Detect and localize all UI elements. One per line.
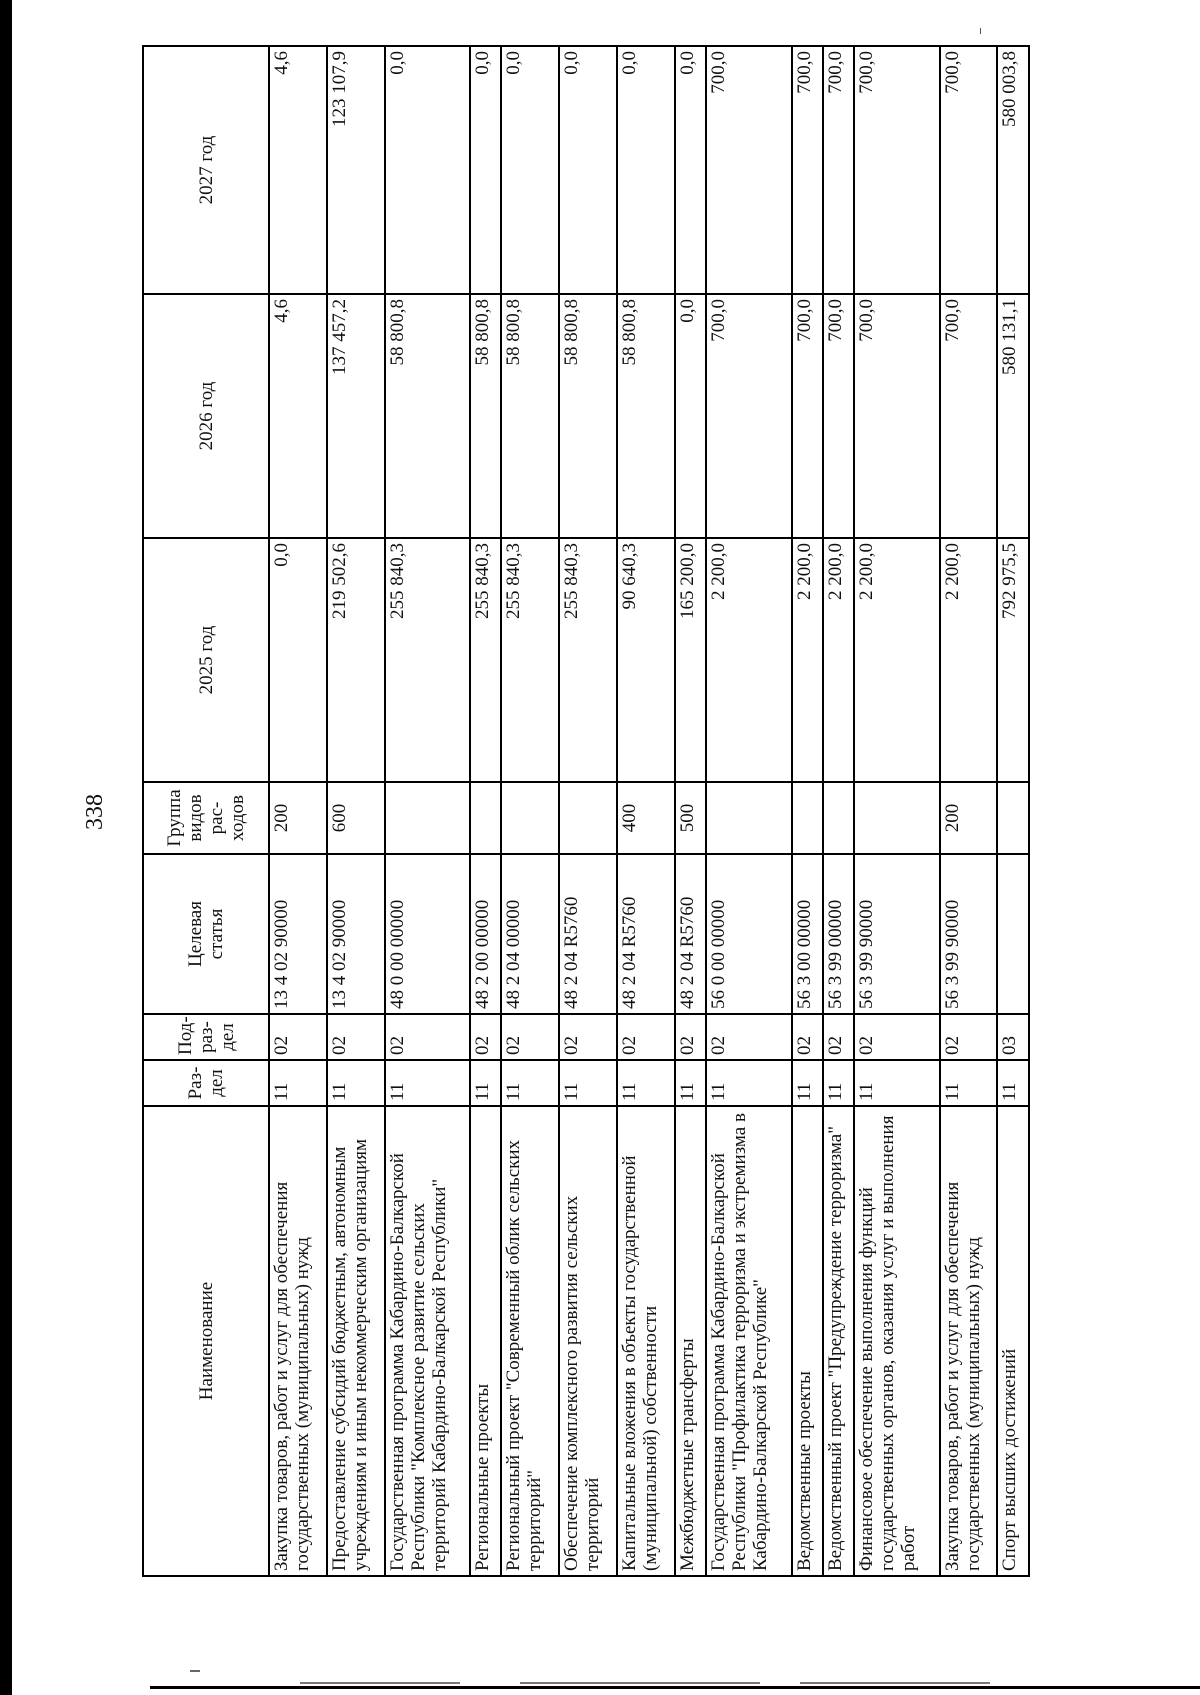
cell-celevaya: 48 2 04 R5760 bbox=[559, 854, 617, 1014]
cell-podrazdel: 02 bbox=[823, 1014, 854, 1060]
cell-2027: 700,0 bbox=[823, 46, 854, 294]
cell-2026: 700,0 bbox=[706, 294, 791, 538]
cell-podrazdel: 03 bbox=[997, 1014, 1029, 1060]
cell-2025: 90 640,3 bbox=[617, 538, 675, 782]
cell-celevaya: 48 2 04 R5760 bbox=[675, 854, 706, 1014]
cell-name: Спорт высших достижений bbox=[997, 1106, 1029, 1576]
cell-2025: 2 200,0 bbox=[823, 538, 854, 782]
cell-razdel: 11 bbox=[854, 1060, 939, 1106]
cell-celevaya: 13 4 02 90000 bbox=[269, 854, 327, 1014]
table-row bbox=[675, 46, 706, 1576]
cell-2026: 58 800,8 bbox=[385, 294, 470, 538]
cell-gruppa bbox=[823, 782, 854, 854]
cell-gruppa bbox=[854, 782, 939, 854]
cell-2025: 2 200,0 bbox=[706, 538, 791, 782]
cell-celevaya: 48 2 04 R5760 bbox=[617, 854, 675, 1014]
cell-name: Капитальные вложения в объекты государственной (муниципальной) собственности bbox=[617, 1106, 675, 1576]
cell-gruppa bbox=[385, 782, 470, 854]
cell-name: Межбюджетные трансферты bbox=[675, 1106, 706, 1576]
cell-gruppa bbox=[997, 782, 1029, 854]
cell-podrazdel: 02 bbox=[470, 1014, 501, 1060]
cell-celevaya: 56 0 00 00000 bbox=[706, 854, 791, 1014]
cell-2027: 580 003,8 bbox=[997, 46, 1029, 294]
cell-2025: 2 200,0 bbox=[792, 538, 823, 782]
cell-celevaya: 56 3 99 90000 bbox=[940, 854, 998, 1014]
cell-2026: 137 457,2 bbox=[327, 294, 385, 538]
cell-2025: 255 840,3 bbox=[559, 538, 617, 782]
table-row bbox=[854, 46, 939, 1576]
header-row bbox=[143, 46, 269, 1576]
cell-celevaya: 56 3 99 90000 bbox=[854, 854, 939, 1014]
cell-razdel: 11 bbox=[792, 1060, 823, 1106]
cell-2026: 58 800,8 bbox=[501, 294, 559, 538]
cell-2025: 219 502,6 bbox=[327, 538, 385, 782]
cell-gruppa: 200 bbox=[269, 782, 327, 854]
cell-name: Ведомственный проект "Предупреждение терроризма" bbox=[823, 1106, 854, 1576]
header-name: Наименование bbox=[143, 1106, 269, 1576]
scan-speck bbox=[190, 1670, 200, 1672]
cell-celevaya: 48 2 00 00000 bbox=[470, 854, 501, 1014]
cell-celevaya: 56 3 99 00000 bbox=[823, 854, 854, 1014]
cell-2026: 58 800,8 bbox=[470, 294, 501, 538]
scan-speck bbox=[300, 1682, 460, 1684]
cell-name: Ведомственные проекты bbox=[792, 1106, 823, 1576]
cell-podrazdel: 02 bbox=[617, 1014, 675, 1060]
table-row bbox=[385, 46, 470, 1576]
cell-2027: 700,0 bbox=[940, 46, 998, 294]
cell-2026: 58 800,8 bbox=[559, 294, 617, 538]
table-row bbox=[792, 46, 823, 1576]
cell-celevaya bbox=[997, 854, 1029, 1014]
cell-podrazdel: 02 bbox=[706, 1014, 791, 1060]
cell-2025: 255 840,3 bbox=[501, 538, 559, 782]
cell-2026: 580 131,1 bbox=[997, 294, 1029, 538]
cell-2026: 4,6 bbox=[269, 294, 327, 538]
cell-name: Обеспечение комплексного развития сельских территорий bbox=[559, 1106, 617, 1576]
cell-2026: 0,0 bbox=[675, 294, 706, 538]
cell-2027: 700,0 bbox=[706, 46, 791, 294]
table-row bbox=[269, 46, 327, 1576]
cell-2026: 58 800,8 bbox=[617, 294, 675, 538]
cell-razdel: 11 bbox=[823, 1060, 854, 1106]
cell-2027: 0,0 bbox=[559, 46, 617, 294]
scan-bottom-edge bbox=[150, 1686, 1200, 1689]
cell-razdel: 11 bbox=[559, 1060, 617, 1106]
cell-razdel: 11 bbox=[675, 1060, 706, 1106]
cell-razdel: 11 bbox=[706, 1060, 791, 1106]
cell-razdel: 11 bbox=[385, 1060, 470, 1106]
cell-razdel: 11 bbox=[617, 1060, 675, 1106]
cell-gruppa bbox=[501, 782, 559, 854]
cell-gruppa bbox=[559, 782, 617, 854]
scan-speck bbox=[800, 1682, 990, 1684]
cell-2026: 700,0 bbox=[792, 294, 823, 538]
cell-name: Региональный проект "Современный облик сельских территорий" bbox=[501, 1106, 559, 1576]
header-2026: 2026 год bbox=[143, 294, 269, 538]
cell-razdel: 11 bbox=[269, 1060, 327, 1106]
table-row bbox=[940, 46, 998, 1576]
cell-name: Региональные проекты bbox=[470, 1106, 501, 1576]
cell-razdel: 11 bbox=[501, 1060, 559, 1106]
cell-podrazdel: 02 bbox=[269, 1014, 327, 1060]
scan-mark bbox=[980, 28, 981, 34]
cell-name: Закупка товаров, работ и услуг для обеспечения государственных (муниципальных) нужд bbox=[940, 1106, 998, 1576]
cell-2027: 0,0 bbox=[675, 46, 706, 294]
cell-2027: 4,6 bbox=[269, 46, 327, 294]
table-row bbox=[327, 46, 385, 1576]
cell-gruppa: 200 bbox=[940, 782, 998, 854]
budget-table bbox=[142, 45, 1030, 1577]
cell-podrazdel: 02 bbox=[854, 1014, 939, 1060]
cell-2027: 0,0 bbox=[470, 46, 501, 294]
cell-razdel: 11 bbox=[997, 1060, 1029, 1106]
cell-podrazdel: 02 bbox=[940, 1014, 998, 1060]
table-row bbox=[470, 46, 501, 1576]
cell-2026: 700,0 bbox=[823, 294, 854, 538]
cell-2025: 2 200,0 bbox=[854, 538, 939, 782]
cell-gruppa bbox=[470, 782, 501, 854]
table-row bbox=[823, 46, 854, 1576]
cell-name: Закупка товаров, работ и услуг для обеспечения государственных (муниципальных) нужд bbox=[269, 1106, 327, 1576]
scan-left-edge bbox=[0, 0, 12, 1695]
scan-speck bbox=[520, 1682, 760, 1684]
cell-celevaya: 13 4 02 90000 bbox=[327, 854, 385, 1014]
table-row bbox=[501, 46, 559, 1576]
page-number: 338 bbox=[82, 794, 108, 830]
cell-razdel: 11 bbox=[327, 1060, 385, 1106]
cell-razdel: 11 bbox=[940, 1060, 998, 1106]
cell-podrazdel: 02 bbox=[792, 1014, 823, 1060]
cell-2027: 0,0 bbox=[617, 46, 675, 294]
cell-celevaya: 56 3 00 00000 bbox=[792, 854, 823, 1014]
cell-2027: 123 107,9 bbox=[327, 46, 385, 294]
header-2027: 2027 год bbox=[143, 46, 269, 294]
cell-podrazdel: 02 bbox=[675, 1014, 706, 1060]
cell-gruppa: 500 bbox=[675, 782, 706, 854]
table-row bbox=[997, 46, 1029, 1576]
cell-2025: 792 975,5 bbox=[997, 538, 1029, 782]
table-row bbox=[559, 46, 617, 1576]
rotated-page bbox=[142, 47, 1030, 1577]
cell-podrazdel: 02 bbox=[327, 1014, 385, 1060]
header-podrazdel: Под- раз- дел bbox=[143, 1014, 269, 1060]
cell-2027: 0,0 bbox=[385, 46, 470, 294]
cell-2027: 700,0 bbox=[854, 46, 939, 294]
cell-gruppa bbox=[706, 782, 791, 854]
cell-2027: 0,0 bbox=[501, 46, 559, 294]
cell-name: Государственная программа Кабардино-Балкарской Республики "Комплексное развитие сельских территорий Кабардино-Балкарской Республики" bbox=[385, 1106, 470, 1576]
header-gruppa: Группа видов рас- ходов bbox=[143, 782, 269, 854]
cell-podrazdel: 02 bbox=[501, 1014, 559, 1060]
cell-gruppa: 600 bbox=[327, 782, 385, 854]
cell-2025: 0,0 bbox=[269, 538, 327, 782]
cell-2026: 700,0 bbox=[854, 294, 939, 538]
cell-gruppa bbox=[792, 782, 823, 854]
cell-2025: 255 840,3 bbox=[470, 538, 501, 782]
cell-2025: 2 200,0 bbox=[940, 538, 998, 782]
cell-name: Государственная программа Кабардино-Балкарской Республики "Профилактика терроризма и экстремизма в Кабардино-Балкарской Республике" bbox=[706, 1106, 791, 1576]
header-razdel: Раз- дел bbox=[143, 1060, 269, 1106]
cell-2025: 255 840,3 bbox=[385, 538, 470, 782]
cell-podrazdel: 02 bbox=[385, 1014, 470, 1060]
cell-2026: 700,0 bbox=[940, 294, 998, 538]
cell-podrazdel: 02 bbox=[559, 1014, 617, 1060]
cell-2025: 165 200,0 bbox=[675, 538, 706, 782]
cell-gruppa: 400 bbox=[617, 782, 675, 854]
cell-name: Финансовое обеспечение выполнения функций государственных органов, оказания услуг и выполнения работ bbox=[854, 1106, 939, 1576]
cell-name: Предоставление субсидий бюджетным, автономным учреждениям и иным некоммерческим организациям bbox=[327, 1106, 385, 1576]
cell-celevaya: 48 2 04 00000 bbox=[501, 854, 559, 1014]
cell-razdel: 11 bbox=[470, 1060, 501, 1106]
cell-celevaya: 48 0 00 00000 bbox=[385, 854, 470, 1014]
header-2025: 2025 год bbox=[143, 538, 269, 782]
table-row bbox=[706, 46, 791, 1576]
table-row bbox=[617, 46, 675, 1576]
cell-2027: 700,0 bbox=[792, 46, 823, 294]
header-celevaya: Целевая статья bbox=[143, 854, 269, 1014]
